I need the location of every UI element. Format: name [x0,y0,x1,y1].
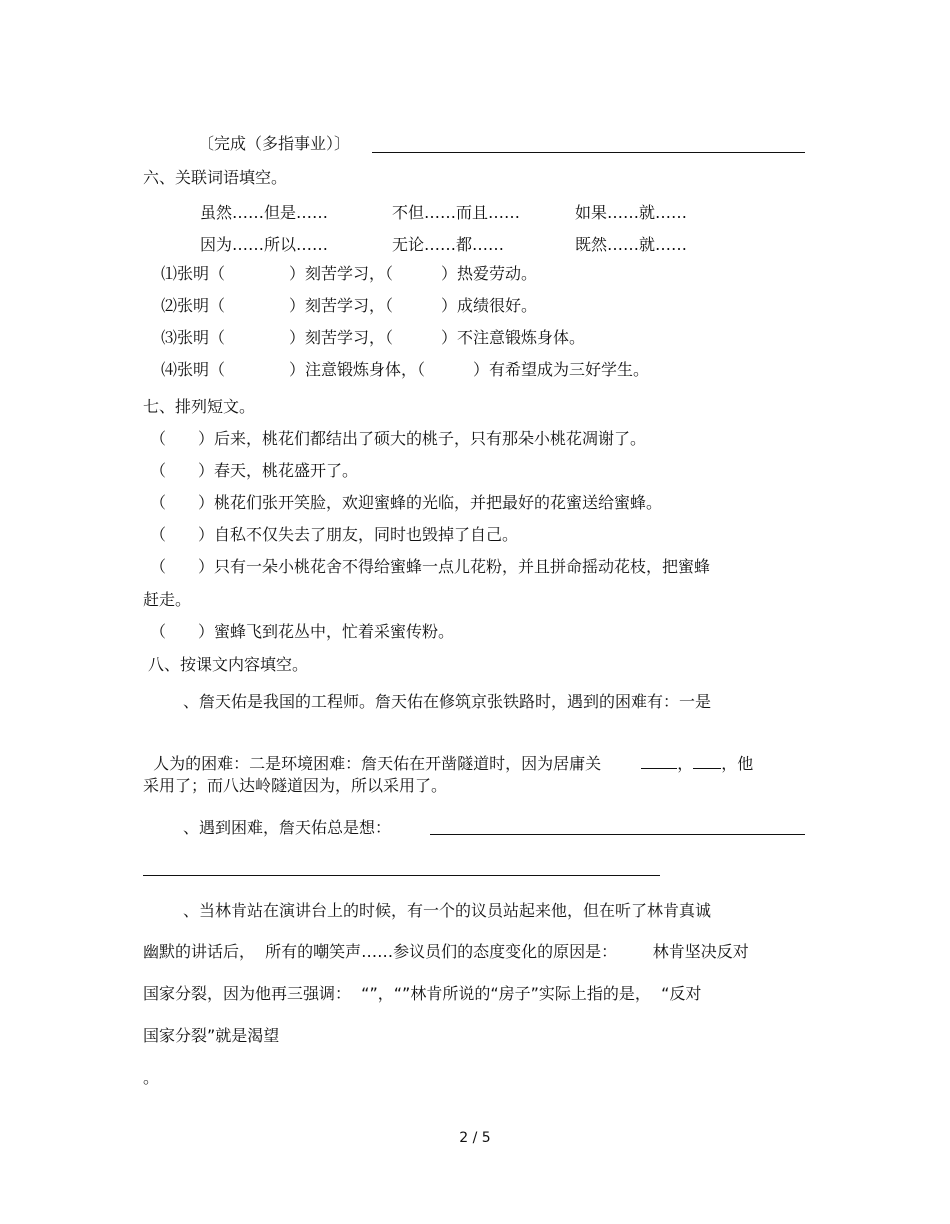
p2-answer-line-1[interactable] [430,834,805,835]
section8-p1-line2 [143,734,753,774]
section7-sentence-1: （ ）后来，桃花们都结出了硕大的桃子，只有那朵小桃花凋谢了。 [150,429,647,448]
section8-p3-line5: 。 [143,1068,160,1087]
intro-line: 〔完成（多指事业）〕 [198,134,351,153]
section8-heading: 八、按课文内容填空。 [148,655,309,674]
blank-1[interactable] [641,754,677,769]
conjunction-2: 不但……而且…… [392,203,521,222]
section7-sentence-5: （ ）只有一朵小桃花舍不得给蜜蜂一点儿花粉，并且拼命摇动花枝，把蜜蜂 [150,557,711,576]
section6-heading: 六、关联词语填空。 [143,168,288,187]
section6-item-1: ⑴张明（ ）刻苦学习，（ ）热爱劳动。 [161,264,538,283]
section8-p3-line2: 幽默的讲话后， 所有的嘲笑声……参议员们的态度变化的原因是： 林肯坚决反对 [143,942,749,961]
conjunction-1: 虽然……但是…… [200,203,329,222]
section8-p3-line4: 国家分裂”就是渴望 [143,1026,280,1045]
section7-sentence-3: （ ）桃花们张开笑脸，欢迎蜜蜂的光临，并把最好的花蜜送给蜜蜂。 [150,493,663,512]
section7-sentence-6: （ ）蜜蜂飞到花丛中，忙着采蜜传粉。 [150,622,455,641]
conjunction-4: 因为……所以…… [200,235,329,254]
conjunction-3: 如果……就…… [575,203,688,222]
conjunction-6: 既然……就…… [575,235,688,254]
section8-p3-line1: 、当林肯站在演讲台上的时候，有一个的议员站起来他，但在听了林肯真诚 [183,901,712,920]
section8-p1-line1: 、詹天佑是我国的工程师。詹天佑在修筑京张铁路时，遇到的困难有：一是 [183,692,712,711]
section8-p3-line3: 国家分裂，因为他再三强调： “”，“”林肯所说的“房子”实际上指的是， “反对 [143,984,702,1003]
section6-item-2: ⑵张明（ ）刻苦学习，（ ）成绩很好。 [161,296,538,315]
section7-sentence-2: （ ）春天，桃花盛开了。 [150,461,359,480]
comma-1: ， [677,754,694,773]
section8-p2-line1: 、遇到困难，詹天佑总是想： [183,818,392,837]
comma-2: ，他 [721,754,754,773]
conjunction-5: 无论……都…… [392,235,505,254]
section8-p1-line2-text: 人为的困难：二是环境困难：詹天佑在开凿隧道时，因为居庸关 [153,754,602,773]
intro-answer-line [372,152,805,153]
section6-item-3: ⑶张明（ ）刻苦学习，（ ）不注意锻炼身体。 [161,328,586,347]
blank-2[interactable] [693,754,721,769]
section7-sentence-5-cont: 赶走。 [143,590,192,609]
section7-heading: 七、排列短文。 [143,397,256,416]
page-number: 2 / 5 [459,1130,491,1146]
section8-p1-line3: 采用了；而八达岭隧道因为，所以采用了。 [143,776,448,795]
p2-answer-line-2[interactable] [143,875,660,876]
section6-item-4: ⑷张明（ ）注意锻炼身体，（ ）有希望成为三好学生。 [161,360,650,379]
section7-sentence-4: （ ）自私不仅失去了朋友，同时也毁掉了自己。 [150,525,519,544]
